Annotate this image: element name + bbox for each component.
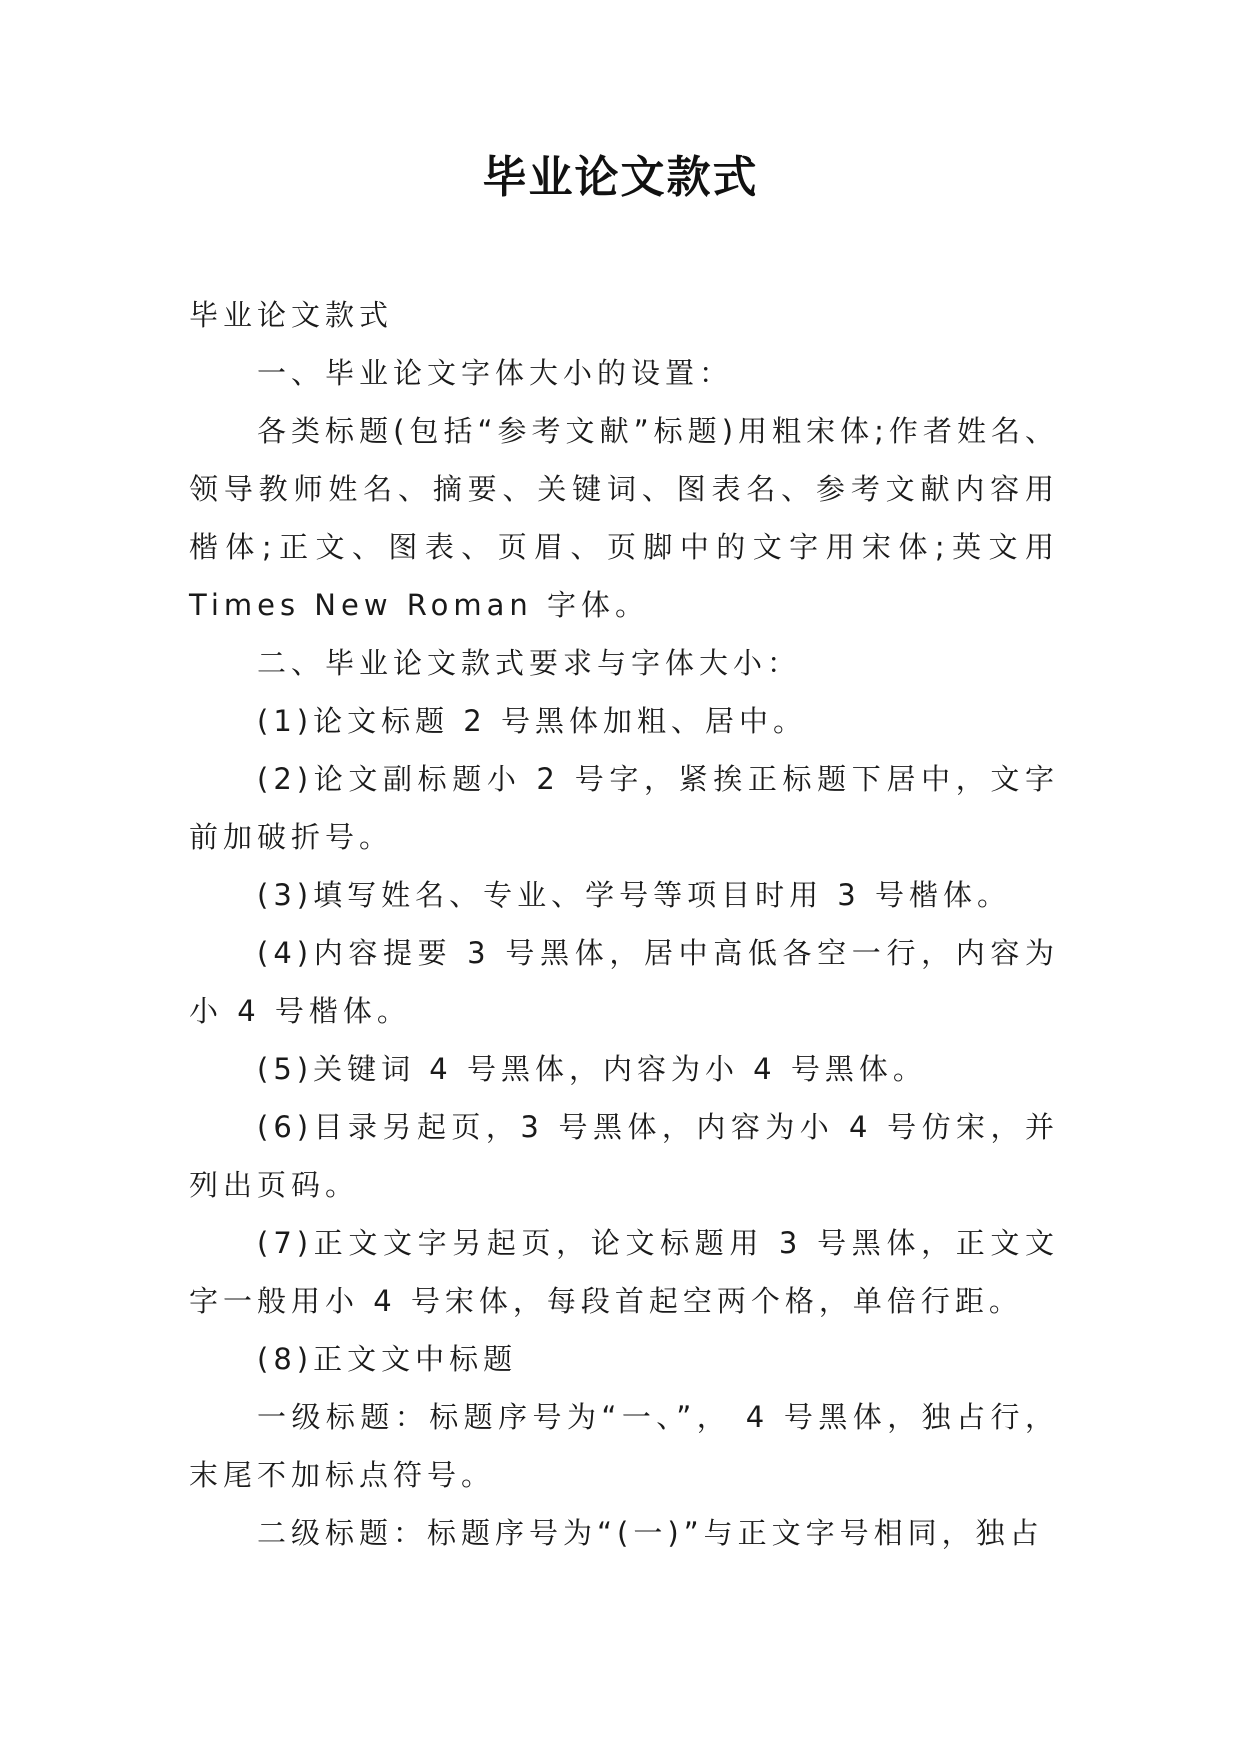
paragraph-8: (4)内容提要 3 号黑体，居中高低各空一行，内容为小 4 号楷体。 <box>189 936 1059 1028</box>
paragraph-3: 各类标题(包括“参考文献”标题)用粗宋体;作者姓名、领导教师姓名、摘要、关键词、图表名、参考文献内容用楷体;正文、图表、页眉、页脚中的文字用宋体;英文用Times New Roman 字体。 <box>189 414 1059 622</box>
paragraph-2: 一、毕业论文字体大小的设置： <box>257 356 734 390</box>
document-title: 毕业论文款式 <box>482 152 759 203</box>
paragraph-7: (3)填写姓名、专业、学号等项目时用 3 号楷体。 <box>257 878 1011 912</box>
paragraph-9: (5)关键词 4 号黑体，内容为小 4 号黑体。 <box>257 1052 927 1086</box>
paragraph-1: 毕业论文款式 <box>189 298 394 332</box>
paragraph-14: 二级标题：标题序号为“(一)”与正文字号相同，独占 <box>257 1516 1044 1550</box>
paragraph-11: (7)正文文字另起页，论文标题用 3 号黑体，正文文字一般用小 4 号宋体，每段首起空两个格，单倍行距。 <box>189 1226 1059 1318</box>
paragraph-12: (8)正文文中标题 <box>257 1342 518 1376</box>
paragraph-13: 一级标题：标题序号为“一、”， 4 号黑体，独占行，末尾不加标点符号。 <box>189 1400 1059 1492</box>
paragraph-10: (6)目录另起页，3 号黑体，内容为小 4 号仿宋，并列出页码。 <box>189 1110 1059 1202</box>
paragraph-6: (2)论文副标题小 2 号字，紧挨正标题下居中，文字前加破折号。 <box>189 762 1059 854</box>
paragraph-5: (1)论文标题 2 号黑体加粗、居中。 <box>257 704 807 738</box>
document-body <box>189 286 1059 1562</box>
paragraph-4: 二、毕业论文款式要求与字体大小： <box>257 646 802 680</box>
